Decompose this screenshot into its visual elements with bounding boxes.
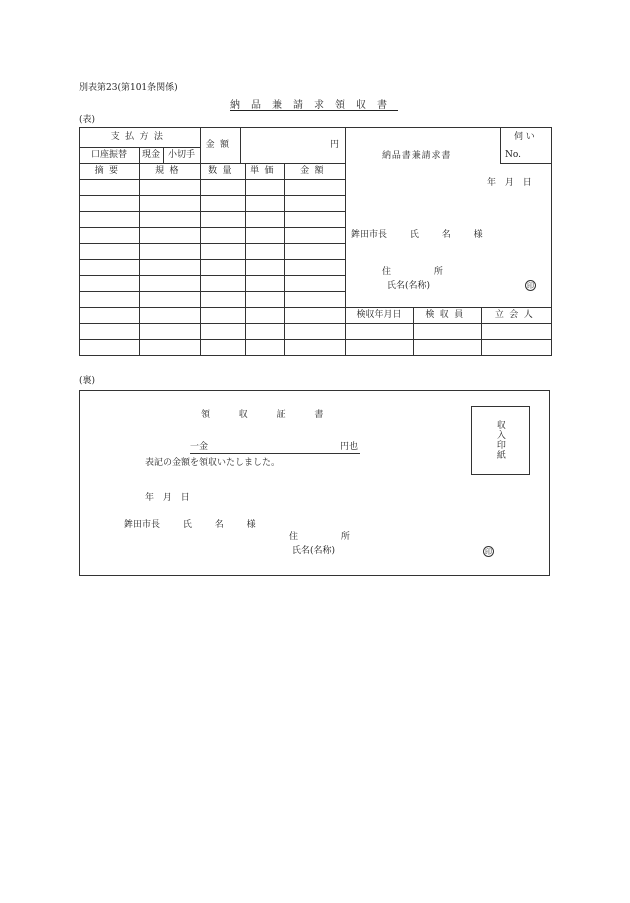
front-addressee: 鉾田市長 氏 名 様 xyxy=(351,230,483,240)
col-unit-price: 単価 xyxy=(250,166,279,176)
number-label: No. xyxy=(505,150,521,160)
amount-suffix: 円也 xyxy=(340,442,359,452)
invoice-title: 納品書兼請求書 xyxy=(382,151,452,161)
front-name-label: 氏名(名称) xyxy=(387,281,431,291)
witness-label: 立会人 xyxy=(494,310,539,320)
payment-method-label: 支払方法 xyxy=(110,132,169,142)
form-reference: 別表第23(第101条関係) xyxy=(79,83,178,93)
back-label: (裏) xyxy=(79,376,96,386)
amount-prefix: 一金 xyxy=(190,442,209,452)
col-spec: 規格 xyxy=(155,166,184,176)
back-date: 年 月 日 xyxy=(145,493,190,503)
col-description: 摘要 xyxy=(94,166,124,176)
col-amount: 金額 xyxy=(300,166,329,176)
document-title: 納品兼請求領収書 xyxy=(230,100,398,111)
front-label: (表) xyxy=(79,115,96,125)
col-quantity: 数量 xyxy=(208,166,237,176)
receipt-title: 領収証書 xyxy=(201,410,353,420)
payment-option-cash: 現金 xyxy=(141,150,160,160)
payment-option-check: 小切手 xyxy=(167,150,195,160)
front-address-label: 住 所 xyxy=(382,267,443,277)
front-date: 年 月 日 xyxy=(487,178,532,188)
inspector-label: 検収員 xyxy=(425,310,469,320)
revenue-stamp-label: 収入印紙 xyxy=(494,420,505,460)
yen-label: 円 xyxy=(330,140,340,150)
back-seal: 印 xyxy=(485,547,492,556)
payment-option-transfer: 口座振替 xyxy=(90,150,127,160)
inquiry-label: 伺い xyxy=(514,132,538,142)
amount-label: 金額 xyxy=(205,140,235,150)
amount-underline xyxy=(190,453,360,454)
back-name-label: 氏名(名称) xyxy=(292,546,336,556)
front-seal: 印 xyxy=(527,281,534,290)
inspection-date-label: 検収年月日 xyxy=(356,310,402,320)
back-address-label: 住 所 xyxy=(289,532,350,542)
back-addressee: 鉾田市長 氏 名 様 xyxy=(124,520,256,530)
receipt-statement: 表記の金額を領収いたしました。 xyxy=(145,458,281,468)
